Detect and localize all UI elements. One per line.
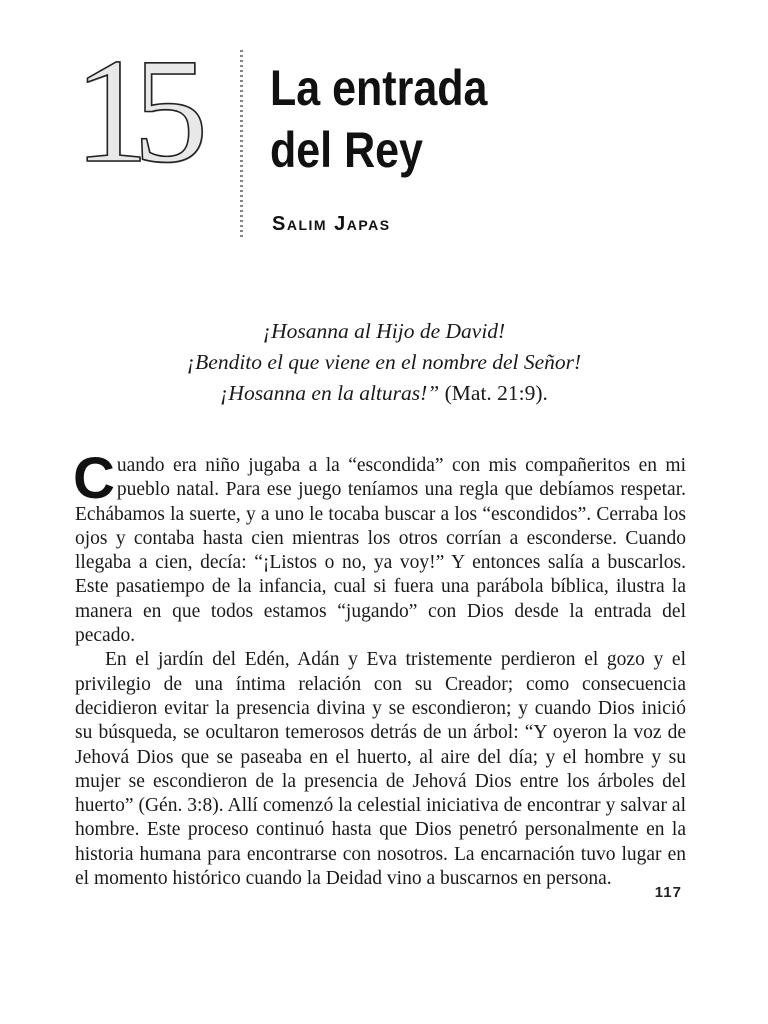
- chapter-number: 15: [74, 28, 192, 194]
- epigraph-reference: (Mat. 21:9).: [444, 381, 548, 405]
- page-number: 117: [654, 884, 682, 901]
- chapter-author: Salim Japas: [272, 213, 391, 235]
- chapter-divider: [240, 50, 243, 238]
- paragraph-2: En el jardín del Edén, Adán y Eva tristemente perdieron el gozo y el privilegio de una íntima relación con su Creador; como consecuencia decidieron evitar la presencia divina y se escondieron; y cuando Dios inició su búsqueda, se ocultaron temerosos detrás de un árbol: “Y oyeron la voz de Jehová Dios que se paseaba en el huerto, al aire del día; y el hombre y su mujer se escondieron de la presencia de Jehová Dios entre los árboles del huerto” (Gén. 3:8). Allí comenzó la celestial iniciativa de encontrar y salvar al hombre. Este proceso continuó hasta que Dios penetró personalmente en la historia humana para encontrarse con nosotros. La encarnación tuvo lugar en el momento histórico cuando la Deidad vino a buscarnos en persona.: [75, 649, 686, 890]
- chapter-title-line-2: del Rey: [270, 122, 423, 178]
- paragraph-1-text: uando era niño jugaba a la “escondida” con mis compañeritos en mi pueblo natal. Para ese juego teníamos una regla que debíamos respetar. Echábamos la suerte, y a uno le tocaba buscar a los “escondidos”. Cerraba los ojos y contaba hasta cien mientras los otros corrían a esconderse. Cuando llegaba a cien, decía: “¡Listos o no, ya voy!” Y entonces salía a buscarlos. Este pasatiempo de la infancia, cual si fuera una parábola bíblica, ilustra la manera en que todos estamos “jugando” con Dios desde la entrada del pecado.: [75, 455, 686, 647]
- drop-cap: C: [73, 446, 115, 511]
- paragraph-1: [73, 446, 686, 648]
- chapter-title-line-1: La entrada: [270, 60, 488, 116]
- epigraph: [0, 316, 768, 409]
- epigraph-line-1: ¡Hosanna al Hijo de David!: [262, 319, 506, 343]
- chapter-title: [270, 57, 487, 181]
- epigraph-line-2: ¡Bendito el que viene en el nombre del Señor!: [186, 350, 582, 374]
- body-text: [73, 446, 686, 891]
- epigraph-line-3: ¡Hosanna en la alturas!”: [220, 381, 440, 405]
